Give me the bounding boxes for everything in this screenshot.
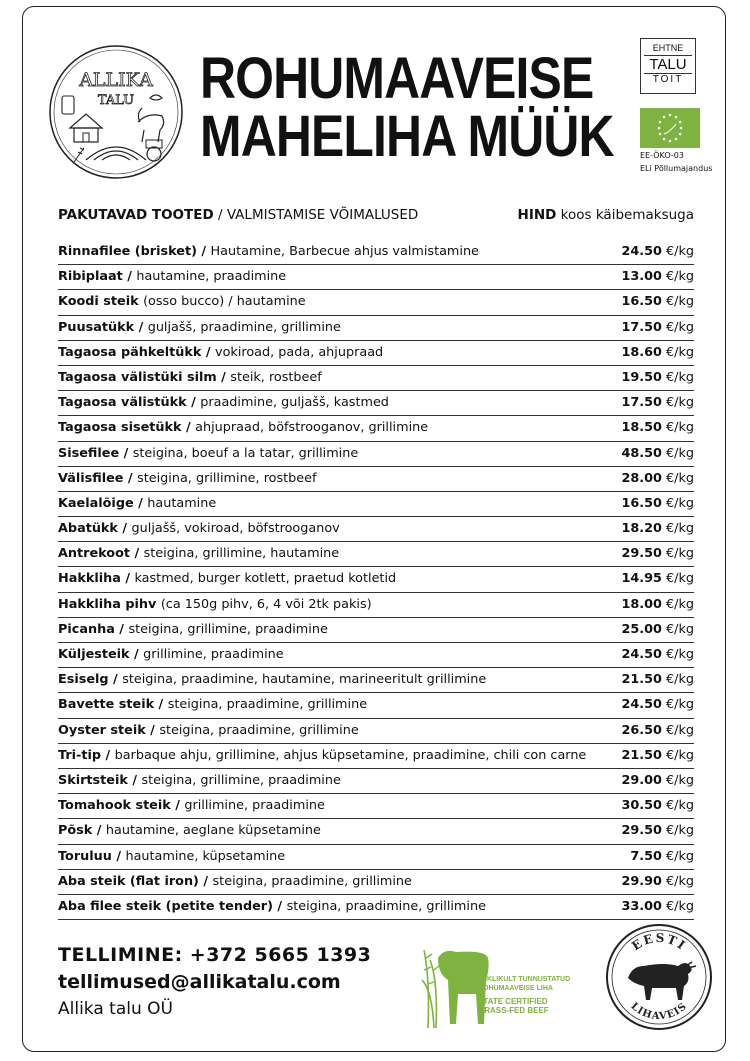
product-separator: / xyxy=(201,344,215,360)
table-row xyxy=(58,542,694,567)
product-separator: / xyxy=(133,495,148,511)
product-price xyxy=(621,693,694,717)
product-methods: guljašš, vokiroad, böfstrooganov xyxy=(131,521,340,537)
price-unit: €/kg xyxy=(661,647,694,662)
product-name: Hakkliha pihv xyxy=(58,596,157,612)
price-unit: €/kg xyxy=(661,798,694,814)
grassfed-line-3: STATE CERTIFIED xyxy=(478,997,548,1006)
price-value: 13.00 xyxy=(621,269,662,285)
product-methods: steigina, praadimine, hautamine, marineeritult grillimine xyxy=(122,672,487,688)
badge-top-text: EHTNE xyxy=(652,43,684,53)
product-name: Oyster steik xyxy=(58,722,146,738)
price-value: 26.50 xyxy=(621,722,662,738)
price-value: 29.00 xyxy=(621,772,662,788)
product-name: Ribiplaat xyxy=(58,269,123,285)
product-name: Toruluu xyxy=(58,848,112,864)
product-price xyxy=(621,265,694,289)
price-unit: €/kg xyxy=(661,672,694,688)
product-name: Aba steik (flat iron) xyxy=(58,873,199,889)
eu-organic-leaf-icon xyxy=(640,108,700,148)
badge-mid-text: TALU xyxy=(644,55,692,74)
product-methods: steigina, praadimine, grillimine xyxy=(159,722,359,738)
price-value: 16.50 xyxy=(621,294,662,310)
product-name: Abatükk xyxy=(58,521,118,537)
grassfed-text xyxy=(478,975,578,1015)
product-separator: / xyxy=(123,470,138,486)
product-separator: / xyxy=(120,571,135,587)
price-value: 28.00 xyxy=(621,470,662,486)
product-methods: praadimine, guljašš, kastmed xyxy=(200,395,389,411)
price-value: 48.50 xyxy=(621,445,662,461)
product-separator: / xyxy=(145,722,160,738)
product-price xyxy=(621,341,694,365)
product-price xyxy=(621,769,694,793)
header-price-label: HIND xyxy=(517,207,557,223)
product-separator: / xyxy=(196,244,211,259)
product-price xyxy=(621,366,694,390)
price-value: 24.50 xyxy=(621,244,662,259)
product-methods: steigina, praadimine, grillimine xyxy=(167,697,368,713)
product-price xyxy=(621,668,694,692)
price-value: 25.00 xyxy=(621,621,662,637)
product-methods: grillimine, praadimine xyxy=(143,647,284,662)
table-row xyxy=(58,744,694,769)
header-price-note: koos käibemaksuga xyxy=(556,207,694,223)
price-value: 18.20 xyxy=(621,521,662,537)
price-unit: €/kg xyxy=(661,621,694,637)
price-value: 24.50 xyxy=(621,647,662,662)
product-name: Tagaosa pähkeltükk xyxy=(58,344,202,360)
table-row xyxy=(58,442,694,467)
seal-top-text: EESTI xyxy=(629,930,690,954)
price-value: 19.50 xyxy=(621,369,662,385)
product-price xyxy=(621,492,694,516)
price-value: 21.50 xyxy=(621,747,662,763)
price-value: 29.50 xyxy=(621,546,662,562)
product-name: Picanha xyxy=(58,621,115,637)
price-unit: €/kg xyxy=(661,395,694,411)
price-unit: €/kg xyxy=(661,772,694,788)
product-price xyxy=(621,391,694,415)
price-unit: €/kg xyxy=(661,244,694,259)
price-unit: €/kg xyxy=(661,546,694,562)
price-unit: €/kg xyxy=(661,848,694,864)
price-unit: €/kg xyxy=(661,697,694,713)
product-name: Tagaosa välistüki silm xyxy=(58,369,217,385)
price-unit: €/kg xyxy=(661,873,694,889)
price-value: 30.50 xyxy=(621,798,662,814)
price-unit: €/kg xyxy=(661,495,694,511)
product-separator: / xyxy=(117,521,132,537)
product-price xyxy=(621,618,694,642)
table-row xyxy=(58,240,694,265)
seal-bottom-text: LIHAVEIS xyxy=(628,1000,690,1023)
product-price xyxy=(621,542,694,566)
price-value: 29.50 xyxy=(621,823,662,839)
product-name: Hakkliha xyxy=(58,571,121,587)
product-methods: ahjupraad, böfstrooganov, grillimine xyxy=(195,420,429,436)
grassfed-line-2: ROHUMAAVEISE LIHA xyxy=(478,985,553,992)
product-price xyxy=(621,467,694,491)
company-name: Allika talu OÜ xyxy=(58,999,173,1019)
product-price xyxy=(621,567,694,591)
product-name: Puusatükk xyxy=(58,319,135,335)
price-unit: €/kg xyxy=(661,369,694,385)
price-unit: €/kg xyxy=(661,823,694,839)
product-separator: / xyxy=(111,848,126,864)
product-methods: steigina, grillimine, praadimine xyxy=(128,621,328,637)
price-unit: €/kg xyxy=(661,445,694,461)
product-methods: steigina, grillimine, praadimine xyxy=(141,772,341,788)
table-row xyxy=(58,618,694,643)
product-price xyxy=(621,290,694,314)
table-row xyxy=(58,416,694,441)
badge-bot-text: TOIT xyxy=(652,74,684,85)
table-row xyxy=(58,819,694,844)
price-unit: €/kg xyxy=(661,470,694,486)
table-row xyxy=(58,467,694,492)
product-price xyxy=(621,895,694,919)
price-value: 18.50 xyxy=(621,420,662,436)
table-row xyxy=(58,265,694,290)
price-value: 21.50 xyxy=(621,672,662,688)
table-row xyxy=(58,769,694,794)
product-name: Koodi steik xyxy=(58,294,139,310)
organic-authority: ELi Põllumajandus xyxy=(640,164,713,173)
eesti-lihaveis-seal xyxy=(604,922,714,1032)
product-name: Sisefilee xyxy=(58,445,120,461)
price-unit: €/kg xyxy=(661,747,694,763)
header-price xyxy=(518,207,694,223)
product-price xyxy=(630,845,694,869)
price-unit: €/kg xyxy=(661,269,694,285)
product-name: Aba filee steik (petite tender) xyxy=(58,898,273,914)
product-methods: (ca 150g pihv, 6, 4 või 2tk pakis) xyxy=(160,596,372,612)
price-unit: €/kg xyxy=(661,571,694,587)
product-name: Rinnafilee (brisket) xyxy=(58,244,197,259)
price-value: 14.95 xyxy=(621,571,662,587)
product-methods: steigina, praadimine, grillimine xyxy=(286,898,486,914)
product-name: Esiselg xyxy=(58,672,109,688)
table-row xyxy=(58,316,694,341)
price-value: 16.50 xyxy=(621,495,662,511)
product-price xyxy=(621,794,694,818)
price-value: 17.50 xyxy=(621,395,662,411)
product-price xyxy=(621,744,694,768)
product-name: Bavette steik xyxy=(58,697,155,713)
product-price xyxy=(621,416,694,440)
product-separator: / xyxy=(198,873,213,889)
table-row xyxy=(58,870,694,895)
product-price xyxy=(621,819,694,843)
product-separator: / xyxy=(114,621,129,637)
price-unit: €/kg xyxy=(661,596,694,612)
price-unit: €/kg xyxy=(661,898,694,914)
header-methods-label: VALMISTAMISE VÕIMALUSED xyxy=(226,207,419,223)
header-products-label: PAKUTAVAD TOOTED xyxy=(58,207,214,223)
product-separator: / xyxy=(108,672,123,688)
product-separator: / xyxy=(92,823,106,839)
table-row xyxy=(58,492,694,517)
table-row xyxy=(58,794,694,819)
product-separator: / xyxy=(129,647,144,662)
price-value: 18.00 xyxy=(621,596,662,612)
price-value: 24.50 xyxy=(621,697,662,713)
product-price xyxy=(621,870,694,894)
product-separator: / xyxy=(272,898,287,914)
certification-badges xyxy=(638,38,728,174)
product-name: Tri-tip xyxy=(58,747,101,763)
table-row xyxy=(58,895,694,920)
product-methods: (osso bucco) / hautamine xyxy=(143,294,306,310)
grassfed-line-4: GRASS-FED BEEF xyxy=(478,1006,549,1015)
ehtne-talu-toit-badge xyxy=(640,38,696,94)
header-separator: / xyxy=(213,207,227,223)
allika-talu-logo-drawing xyxy=(46,42,186,182)
product-methods: steik, rostbeef xyxy=(230,369,322,385)
table-row xyxy=(58,693,694,718)
product-separator: / xyxy=(122,269,137,285)
table-row xyxy=(58,593,694,618)
product-separator: / xyxy=(101,747,115,763)
product-separator: / xyxy=(186,395,201,411)
product-separator: / xyxy=(170,798,185,814)
product-name: Välisfilee xyxy=(58,470,124,486)
product-name: Tagaosa välistükk xyxy=(58,395,187,411)
svg-text:EESTI xyxy=(629,931,689,954)
product-list xyxy=(58,240,694,920)
price-unit: €/kg xyxy=(661,521,694,537)
product-methods: barbaque ahju, grillimine, ahjus küpsetamine, praadimine, chili con carne xyxy=(114,747,587,763)
title-line-2: MAHELIHA MÜÜK xyxy=(200,104,614,169)
price-unit: €/kg xyxy=(661,420,694,436)
price-value: 18.60 xyxy=(621,344,662,360)
price-unit: €/kg xyxy=(661,722,694,738)
product-name: Tomahook steik xyxy=(58,798,171,814)
product-price xyxy=(621,719,694,743)
product-methods: hautamine, küpsetamine xyxy=(125,848,286,864)
product-separator: / xyxy=(119,445,133,461)
grassfed-line-1: RIIKLIKULT TUNNUSTATUD xyxy=(478,976,571,983)
product-price xyxy=(621,593,694,617)
table-row xyxy=(58,643,694,668)
product-separator: / xyxy=(216,369,231,385)
product-methods: steigina, grillimine, hautamine xyxy=(143,546,340,562)
product-price xyxy=(621,316,694,340)
allika-talu-logo xyxy=(46,42,186,182)
product-separator: / xyxy=(181,420,196,436)
product-name: Tagaosa sisetükk xyxy=(58,420,182,436)
order-email[interactable]: tellimused@allikatalu.com xyxy=(58,971,341,993)
product-methods: hautamine, praadimine xyxy=(136,269,287,285)
table-row xyxy=(58,290,694,315)
table-row xyxy=(58,341,694,366)
order-phone[interactable]: TELLIMINE: +372 5665 1393 xyxy=(58,944,372,966)
table-row xyxy=(58,366,694,391)
product-methods: hautamine xyxy=(147,495,217,511)
product-price xyxy=(621,240,694,264)
price-value: 7.50 xyxy=(630,848,662,864)
table-row xyxy=(58,845,694,870)
product-name: Põsk xyxy=(58,823,93,839)
page-title xyxy=(200,46,614,169)
product-name: Skirtsteik xyxy=(58,772,128,788)
table-row xyxy=(58,391,694,416)
price-unit: €/kg xyxy=(661,294,694,310)
product-name: Küljesteik xyxy=(58,647,130,662)
price-value: 33.00 xyxy=(621,898,662,914)
product-methods: vokiroad, pada, ahjupraad xyxy=(215,344,384,360)
price-unit: €/kg xyxy=(661,344,694,360)
price-value: 17.50 xyxy=(621,319,662,335)
title-line-1: ROHUMAAVEISE xyxy=(200,46,594,111)
table-row xyxy=(58,567,694,592)
contact-block xyxy=(58,942,371,1022)
product-separator: / xyxy=(134,319,148,335)
product-methods: steigina, boeuf a la tatar, grillimine xyxy=(132,445,359,461)
price-value: 29.90 xyxy=(621,873,662,889)
table-row xyxy=(58,517,694,542)
logo-name: ALLIKA xyxy=(79,69,153,91)
product-methods: steigina, grillimine, rostbeef xyxy=(137,470,317,486)
logo-sub: TALU xyxy=(97,93,135,108)
product-separator: / xyxy=(127,772,142,788)
table-header xyxy=(58,207,694,227)
product-separator: / xyxy=(154,697,168,713)
price-unit: €/kg xyxy=(661,319,694,335)
product-methods: steigina, praadimine, grillimine xyxy=(212,873,412,889)
product-separator: / xyxy=(130,546,144,562)
header-products xyxy=(58,207,418,223)
product-price xyxy=(621,643,694,667)
product-price xyxy=(621,442,694,466)
table-row xyxy=(58,668,694,693)
product-methods: kastmed, burger kotlett, praetud kotletid xyxy=(134,571,397,587)
table-row xyxy=(58,719,694,744)
product-methods: guljašš, praadimine, grillimine xyxy=(147,319,341,335)
product-methods: hautamine, aeglane küpsetamine xyxy=(105,823,321,839)
product-price xyxy=(621,517,694,541)
product-methods: Hautamine, Barbecue ahjus valmistamine xyxy=(210,244,479,259)
product-name: Kaelalõige xyxy=(58,495,134,511)
product-name: Antrekoot xyxy=(58,546,130,562)
organic-code: EE-ÖKO-03 xyxy=(640,151,684,160)
product-methods: grillimine, praadimine xyxy=(184,798,325,814)
